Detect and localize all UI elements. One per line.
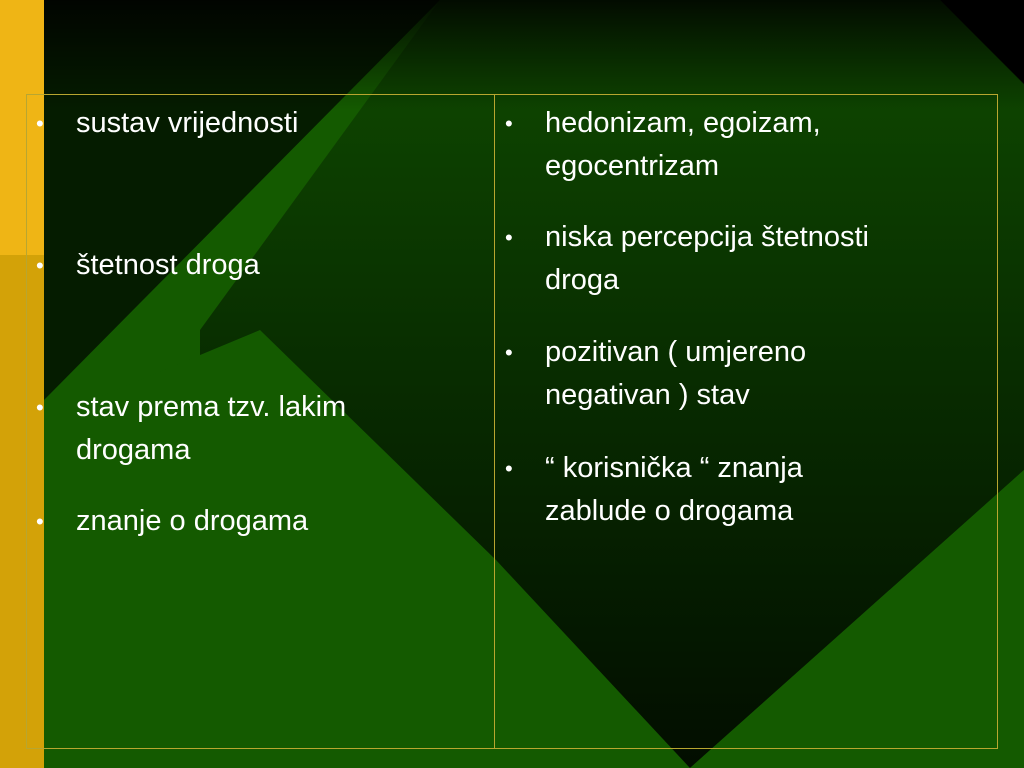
bullet-icon: • [36,253,44,278]
bullet-icon: • [36,509,44,534]
left-item-3-line-2: drogama [76,434,191,466]
right-item-3-line-2: negativan ) stav [545,379,750,411]
right-item-1-line-1: hedonizam, egoizam, [545,107,821,139]
bullet-icon: • [36,111,44,136]
right-item-4-line-2: zablude o drogama [545,495,794,527]
right-item-2-line-1: niska percepcija štetnosti [545,221,869,253]
right-item-3-line-1: pozitivan ( umjereno [545,336,807,368]
left-item-1-text: sustav vrijednosti [76,107,299,139]
column-divider [494,94,495,749]
left-item-4-text: znanje o drogama [76,505,309,537]
bullet-icon: • [505,456,513,481]
left-item-2-text: štetnost droga [76,249,260,281]
bullet-icon: • [36,395,44,420]
bullet-icon: • [505,111,513,136]
right-bullet-list [505,0,1005,768]
right-item-4-line-1: “ korisnička “ znanja [545,452,803,484]
left-item-3-line-1: stav prema tzv. lakim [76,391,347,423]
right-item-1-line-2: egocentrizam [545,150,720,182]
left-bullet-list [36,0,476,768]
bullet-icon: • [505,340,513,365]
bullet-icon: • [505,225,513,250]
right-item-2-line-2: droga [545,264,620,296]
